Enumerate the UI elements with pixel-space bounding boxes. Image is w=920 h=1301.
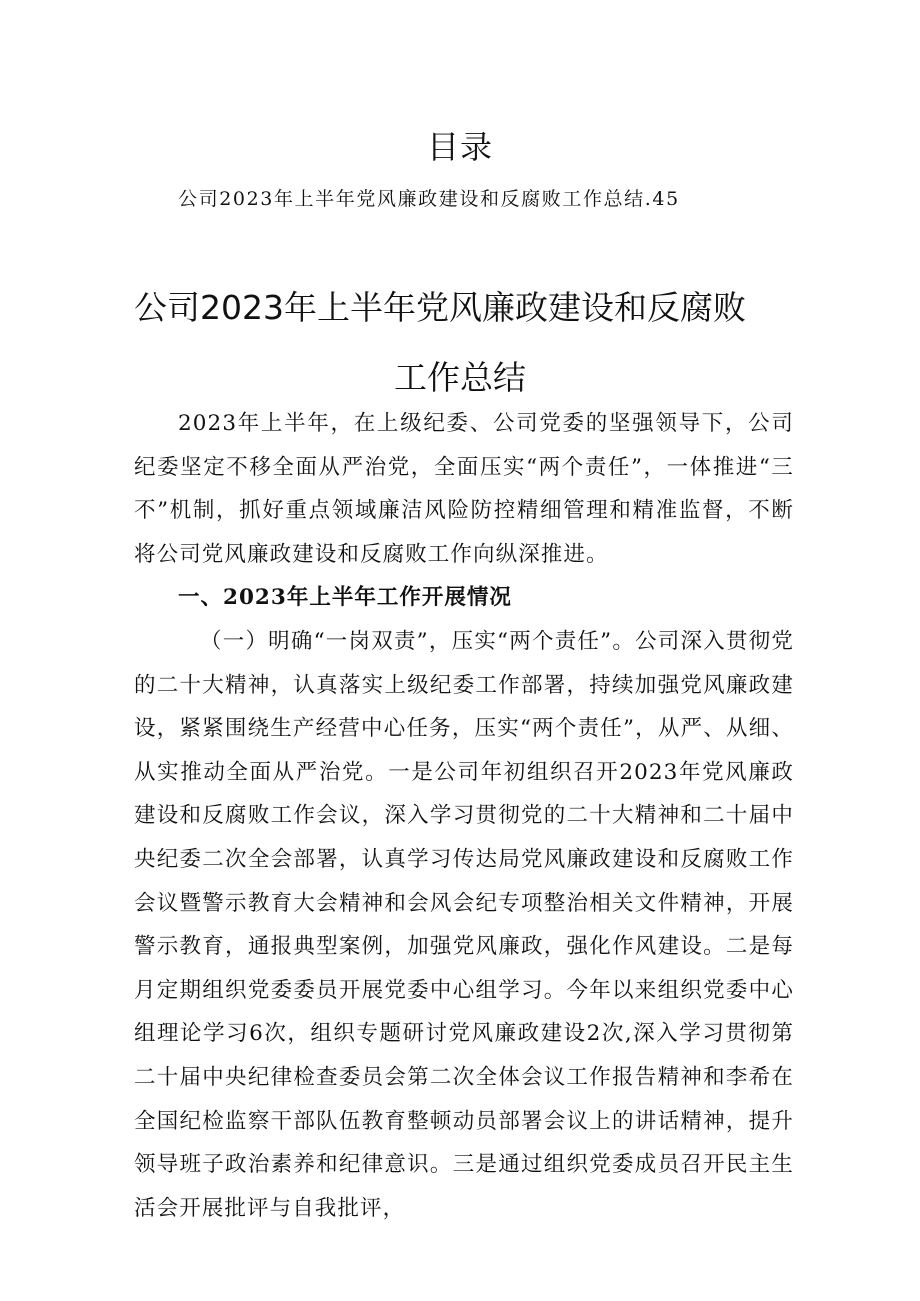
document-title-line-2: 工作总结 xyxy=(394,358,526,397)
section-1-paragraph: （一）明确“一岗双责”，压实“两个责任”。公司深入贯彻党的二十大精神，认真落实上级纪委工作部署，持续加强党风廉政建设，紧紧围绕生产经营中心任务，压实“两个责任”，从严、从细、从实推动全面从严治党。一是公司年初组织召开2023年党风廉政建设和反腐败工作会议，深入学习贯彻党的二十大精神和二十届中央纪委二次全会部署，认真学习传达局党风廉政建设和反腐败工作会议暨警示教育大会精神和会风会纪专项整治相关文件精神，开展警示教育，通报典型案例，加强党风廉政，强化作风建设。二是每月定期组织党委委员开展党委中心组学习。今年以来组织党委中心组理论学习6次，组织专题研讨党风廉政建设2次,深入学习贯彻第二十届中央纪律检查委员会第二次全体会议工作报告精神和李希在全国纪检监察干部队伍教育整顿动员部署会议上的讲话精神，提升领导班子政治素养和纪律意识。三是通过组织党委成员召开民主生活会开展批评与自我批评， xyxy=(134,629,794,1221)
toc-entry[interactable]: 公司2023年上半年党风廉政建设和反腐败工作总结.45 xyxy=(178,188,680,210)
document-title-line-1: 公司2023年上半年党风廉政建设和反腐败 xyxy=(134,288,746,327)
section-1-heading: 一、2023年上半年工作开展情况 xyxy=(178,585,512,610)
intro-paragraph: 2023年上半年，在上级纪委、公司党委的坚强领导下，公司纪委坚定不移全面从严治党，全面压实“两个责任”，一体推进“三不”机制，抓好重点领域廉洁风险防控精细管理和精准监督，不断将公司党风廉政建设和反腐败工作向纵深推进。 xyxy=(134,411,794,567)
toc-title: 目录 xyxy=(426,128,493,166)
